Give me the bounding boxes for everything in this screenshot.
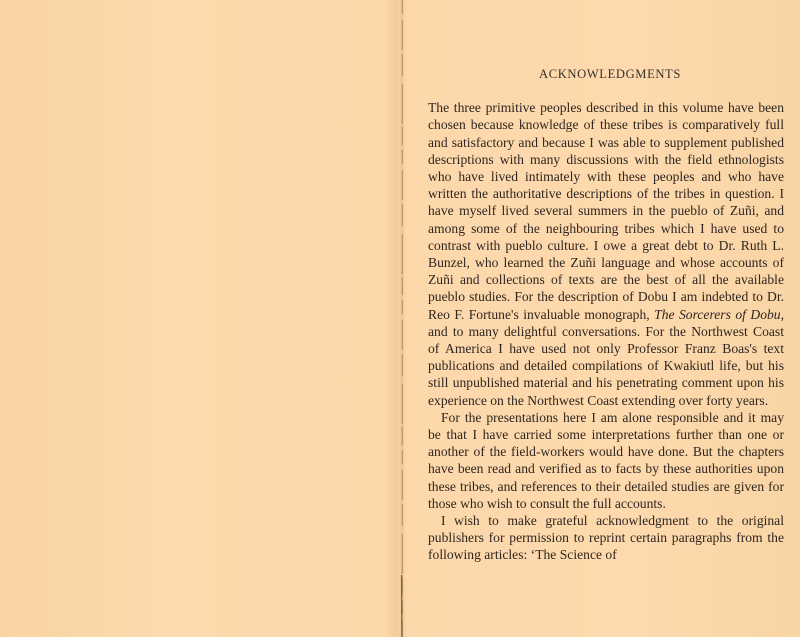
- paragraph-3: I wish to make grateful acknowledgment to the original publishers for permission to reprint certain paragraphs from the following articles: ‘The Science of: [428, 513, 784, 563]
- paragraph-1-text-before: The three primitive peoples described in this volume have been chosen because knowledge of these tribes is comparatively full and satisfactory and because I was able to supplement published descriptions with many discussions with the field ethnologists who have lived intimately with these peoples and who have written the authoritative descriptions of the tribes in question. I have myself lived several summers in the pueblo of Zuñi, and among some of the neighbouring tribes which I have used to contrast with pueblo culture. I owe a great debt to Dr. Ruth L. Bunzel, who learned the Zuñi language and whose accounts of Zuñi and collections of texts are the best of all the available pueblo studies. For the description of Dobu I am indebted to Dr. Reo F. Fortune's invaluable monograph,: [428, 100, 784, 322]
- book-title-italic: The Sorcerers of Dobu,: [654, 306, 784, 322]
- left-page-blank: [0, 0, 398, 637]
- paragraph-1-text-after: and to many delightful conversations. For the Northwest Coast of America I have used not only Professor Franz Boas's text publications and detailed compilations of Kwakiutl life, but his still unpublished material and his penetrating comment upon his experience on the Northwest Coast extending over forty years.: [428, 323, 784, 408]
- page-text-block: [428, 66, 784, 564]
- page-title: ACKNOWLEDGMENTS: [539, 67, 681, 81]
- paragraph-1: [428, 99, 784, 409]
- gutter-binding-line: [398, 0, 406, 637]
- right-page: [406, 0, 800, 637]
- paragraph-2: For the presentations here I am alone responsible and it may be that I have carried some interpretations further than one or another of the field-workers would have done. But the chapters have been read and verified as to facts by these authorities upon these tribes, and references to their detailed studies are given for those who wish to consult the full accounts.: [428, 409, 784, 511]
- binding-gutter: [398, 0, 406, 637]
